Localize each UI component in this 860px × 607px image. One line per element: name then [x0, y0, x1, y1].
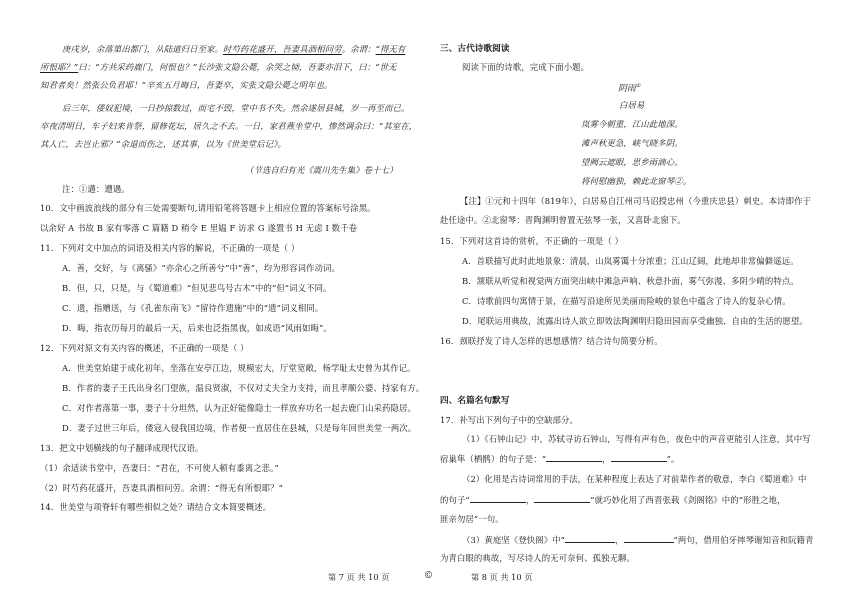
poem-title: 阴雨① [618, 83, 641, 94]
poem-line: 岚雾今朝重，江山此地深。 [581, 119, 683, 129]
question-11: 11．下列对文中加点的词语及相关内容的解说，不正确的一项是（ ） [40, 243, 300, 253]
poem-line: 望阙云遮眼，思乡雨滴心。 [581, 157, 683, 167]
q15-option-d: D．尾联运用典故，流露出诗人欲立即效法陶渊明归隐田园而享受幽独、自由的生活的愿望。 [462, 316, 808, 326]
q17-item-1: （1）《石钟山记》中，苏轼寻访石钟山，写得有声有色，夜色中的声音更能引人注意，其中写 [462, 434, 811, 444]
q17-item-1-blanks: 宿巢隼（栖鹘）的句子是：“ ， ”。 [440, 454, 680, 464]
passage-line: 知君者矣！然张公负君耶！”辛亥五月晦日，吾妻卒，实张文隐公薨之明年也。 [40, 80, 333, 90]
q12-option-c: C．对作者落第一事，妻子十分坦然，认为正好能像隐士一样放弃功名一起去鹿门山采药隐居。 [62, 403, 416, 413]
section-4-heading: 四、名篇名句默写 [440, 396, 510, 406]
q11-option-b: B．但，只，只是，与《蜀道难》“但见悲鸟号古木”中的“但”词义不同。 [62, 283, 332, 293]
blank-line[interactable] [534, 494, 590, 503]
blank-line[interactable] [611, 453, 667, 462]
page-number-left: 第 7 页 共 10 页 [328, 572, 390, 582]
poem-note-line: 赴任途中。②北窗琴：晋陶渊明曾置无弦琴一张，又喜卧北窗下。 [440, 215, 686, 225]
question-17: 17．补写出下列句子中的空缺部分。 [440, 415, 578, 425]
q12-option-a: A．世美堂始建于成化初年，坐落在安亭江边，规模宏大，厅堂宽敞，杨学耻太史曾为其作记。 [62, 363, 416, 373]
q15-option-c: C．诗歌前四句寓情于景，在描写沿途所见美丽而险峻的景色中蕴含了诗人的复杂心情。 [462, 296, 791, 306]
question-15: 15．下列对这首诗的赏析，不正确的一项是（ ） [440, 236, 624, 246]
q17-item-2-end: 匪亲勿居”一句。 [440, 514, 504, 524]
question-12: 12．下列对原文有关内容的概述，不正确的一项是（ ） [40, 343, 249, 353]
question-16: 16．颈联抒发了诗人怎样的思想感情？结合诗句简要分析。 [440, 336, 663, 346]
poem-line: 将何慰幽独，赖此北窗琴②。 [581, 176, 692, 186]
poem-note-line: 【注】①元和十四年（819年），白居易自江州司马诏授忠州（今重庆忠县）刺史。本诗即作于 [460, 196, 812, 206]
poem-line: 滩声秋更急，峡气晓多阴。 [581, 138, 683, 148]
section-3-intro: 阅读下面的诗歌，完成下面小题。 [462, 62, 590, 72]
q17-item-2: （2）化用是古诗词常用的手法，在某种程度上表达了对前辈作者的敬意，李白《蜀道难》中 [462, 474, 807, 484]
question-10-options: 以余好 A 书故 B 家有零落 C 篇籍 D 稍令 E 里媪 F 访求 G 遂置书 H 无虑 I 数千卷 [40, 223, 358, 233]
q12-option-d: D．妻子过世三年后，倭寇入侵我国边境，作者便一直居住在县城，只是每年回世美堂一两次。 [62, 423, 417, 433]
blank-line[interactable] [470, 494, 526, 503]
q15-option-a: A．首联描写此时此地景象：清晨，山岚雾霭十分浓重；江山辽阔，此地却非常偏僻遥远。 [462, 256, 799, 266]
question-10: 10．文中画波浪线的部分有三处需要断句,请用铅笔将答题卡上相应位置的答案标号涂黑。 [40, 203, 376, 213]
blank-line[interactable] [624, 534, 674, 543]
passage-line: 后三年，倭奴犯境，一日抄掠数过，而宅不毁，堂中书不失。然余遂居县城，岁一再至而已。 [62, 103, 410, 113]
q11-option-a: A．善，交好，与《离骚》“亦余心之所善兮”中“善”，均为形容词作动词。 [62, 263, 340, 273]
q13-item-1: （1）余适读书堂中，吾妻曰：“君在，不可使人顿有黍离之悲。” [40, 463, 279, 473]
passage-line: 其人亡，去岂止邪？”余退而伤之，述其事，以为《世美堂后记》。 [40, 139, 286, 149]
q11-option-c: C．遗，指赠送，与《孔雀东南飞》“留待作遗施”中的“遗”词义相同。 [62, 303, 324, 313]
copyright-symbol: © [424, 571, 433, 581]
passage-line: 庚戌岁，余落第出都门，从陆道归日至家。时芍药花盛开，吾妻具酒相问劳。余谓：“得无有 [62, 44, 406, 54]
q15-option-b: B．颔联从听觉和视觉两方面突出峡中滩急声响、秋意扑面，雾气弥漫、多阴少晴的特点。 [462, 276, 799, 286]
poem-author: 白居易 [619, 100, 645, 110]
page-number-right: 第 8 页 共 10 页 [471, 572, 533, 582]
question-13: 13．把文中划横线的句子翻译成现代汉语。 [40, 443, 204, 453]
q12-option-b: B．作者的妻子王氏出身名门望族，温良贤淑，不仅对丈夫全力支持，而且孝顺公婆、持家有方。 [62, 383, 425, 393]
q11-option-d: D．晦，指农历每月的最后一天，后来也泛指黑夜，如成语“风雨如晦”。 [62, 323, 332, 333]
q17-item-2-blanks: 的句子“ ， ”就巧妙化用了西晋张载《剑阁铭》中的“形胜之地， [440, 495, 786, 505]
blank-line[interactable] [565, 534, 615, 543]
q17-item-3-end: 为青白眼的典故，写尽诗人的无可奈何、孤独无聊。 [440, 553, 635, 563]
blank-line[interactable] [546, 453, 602, 462]
source-citation: （节选自归有光《震川先生集》卷十七） [245, 165, 398, 175]
footnote: 注：①遘：遭遇。 [62, 184, 130, 194]
section-3-heading: 三、古代诗歌阅读 [440, 44, 510, 54]
q17-item-3-blanks: （3）黄庭坚《登快阁》中“ ， ”两句，借用伯牙摔琴谢知音和阮籍青 [462, 535, 814, 545]
passage-line: 卒夜清明日，车子妇来肯祭，留修花坛，居久之不去。一日，家君燕坐堂中，惨然调余曰：“其室在， [40, 121, 418, 131]
right-page [430, 0, 860, 607]
q13-item-2: （2）时芍药花盛开，吾妻具酒相问劳。余谓：“得无有所恨耶？” [40, 483, 284, 493]
question-14: 14．世美堂与项脊轩有哪些相似之处？请结合文本简要概述。 [40, 502, 272, 512]
passage-line: 所恨耶？”曰：“方共采药鹿门，何恨也？”长沙张文隐公薨，余哭之恸，吾妻亦泪下，曰：“世无 [40, 62, 397, 72]
